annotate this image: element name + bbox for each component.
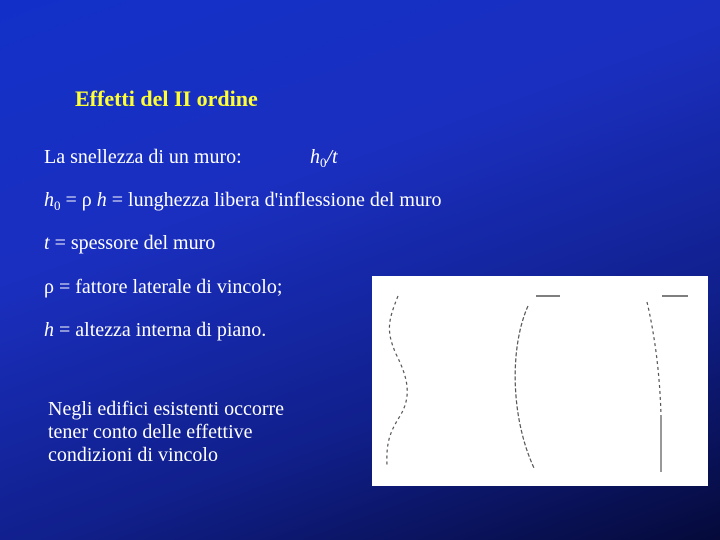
h0-definition: $h_0 = \rho$ h = lunghezza libera d'inflessione del muro xyxy=(44,189,442,213)
wall-deflection-figure xyxy=(372,276,708,486)
note-text: Negli edifici esistenti occorre tener conto delle effettive condizioni di vincolo xyxy=(48,398,285,466)
deflection-diagram xyxy=(372,276,708,486)
wall-deflection-double-curvature xyxy=(387,296,407,466)
slenderness-label: La snellezza di un muro: xyxy=(44,146,242,168)
slide-title: Effetti del II ordine xyxy=(75,86,258,111)
slenderness-formula: $h_0/t$ xyxy=(310,146,338,170)
rho-definition: ρ = fattore laterale di vincolo; xyxy=(44,276,283,298)
t-definition: t = spessore del muro xyxy=(44,232,216,254)
slenderness-line xyxy=(44,146,338,170)
wall-deflection-cantilever xyxy=(647,302,661,416)
h-definition: h = altezza interna di piano. xyxy=(44,319,267,341)
wall-deflection-single-curvature xyxy=(515,306,534,468)
